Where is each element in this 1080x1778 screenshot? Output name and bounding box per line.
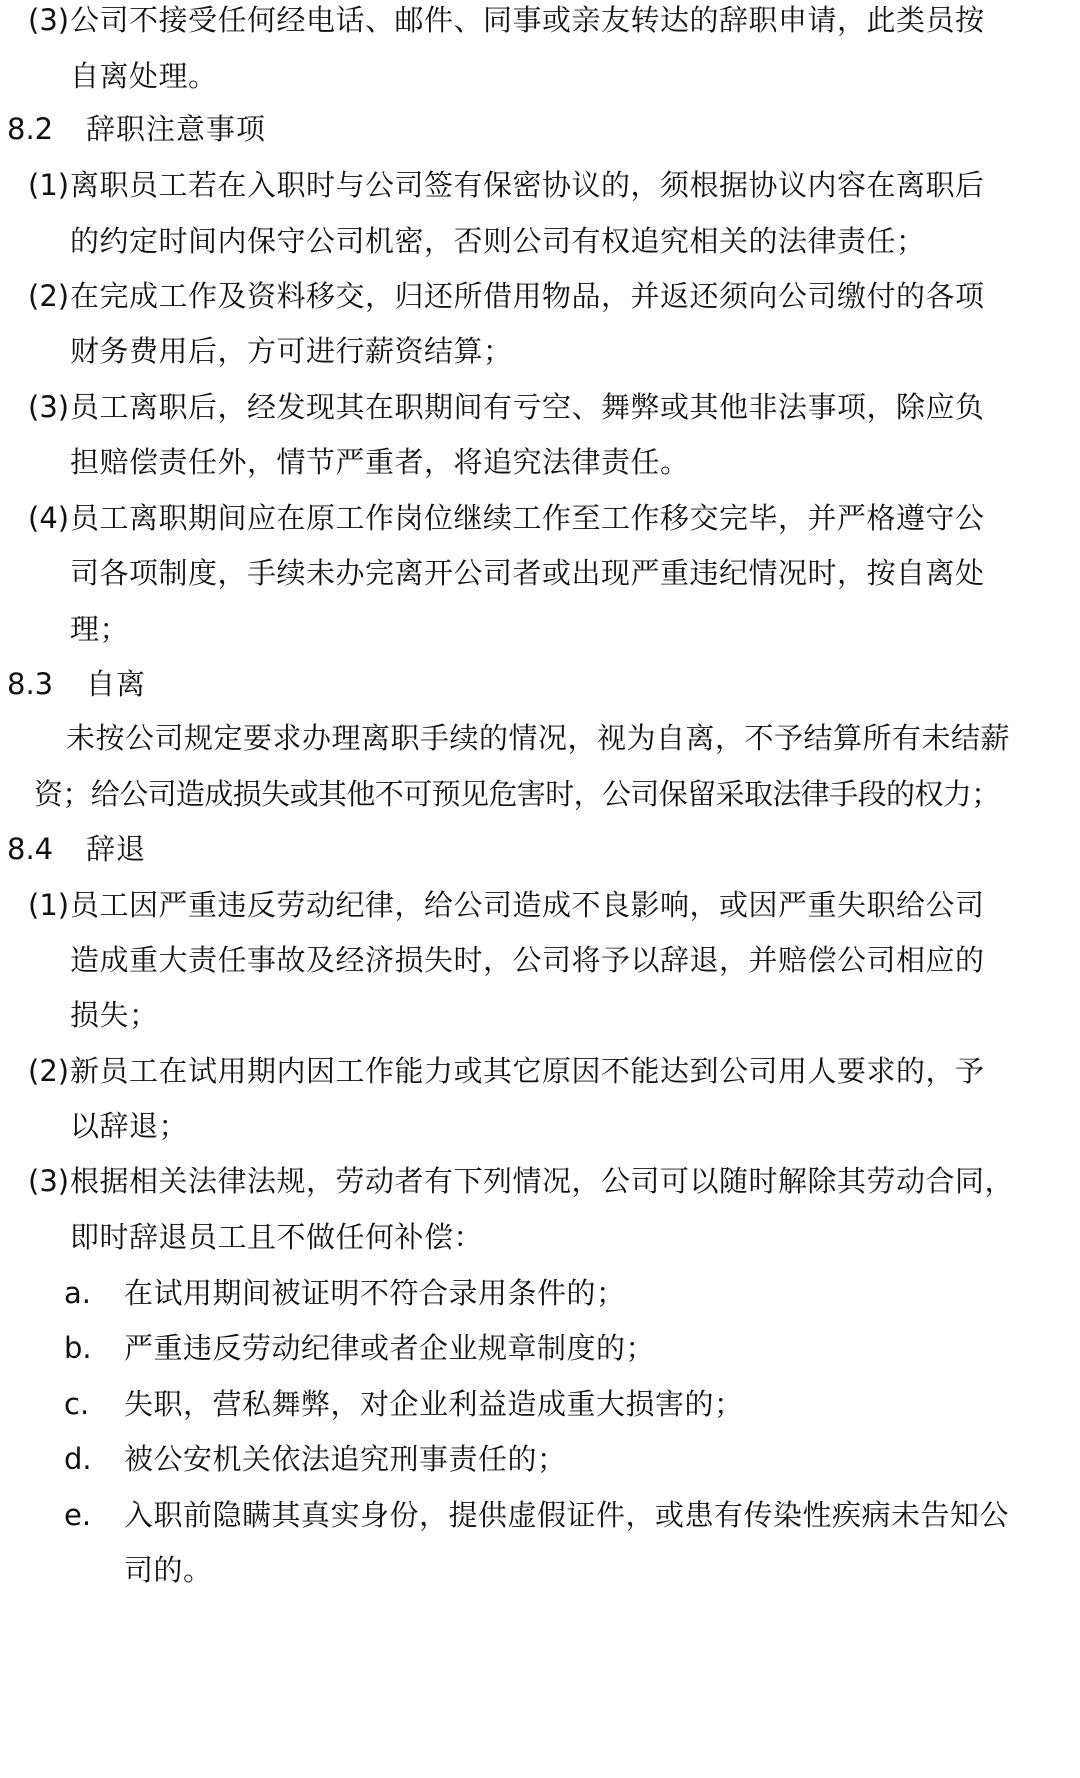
paragraph-line: 担赔偿责任外，情节严重者，将追究法律责任。: [70, 445, 690, 479]
paragraph-line: 造成重大责任事故及经济损失时，公司将予以辞退，并赔偿公司相应的: [70, 943, 985, 977]
item-label: (2): [28, 1054, 70, 1088]
paragraph-line: 根据相关法律法规，劳动者有下列情况，公司可以随时解除其劳动合同，: [70, 1164, 1015, 1198]
item-label: (2): [28, 279, 70, 313]
paragraph-line: 自离处理。: [70, 59, 218, 93]
item-label: (1): [28, 888, 70, 922]
item-label: (3): [28, 1164, 70, 1198]
paragraph-line: 员工离职期间应在原工作岗位继续工作至工作移交完毕，并严格遵守公: [70, 501, 985, 535]
section-number: 8.4: [7, 832, 54, 866]
subitem-text: 入职前隐瞒其真实身份，提供虚假证件，或患有传染性疾病未告知公: [124, 1498, 1010, 1532]
section-title: 辞退: [86, 832, 147, 866]
section-number: 8.2: [7, 112, 54, 146]
subitem-text: 失职，营私舞弊，对企业利益造成重大损害的；: [124, 1387, 744, 1421]
subitem-label: a.: [64, 1276, 91, 1310]
item-label: (4): [28, 501, 70, 535]
paragraph-line: 理；: [70, 612, 130, 646]
paragraph-line: 员工因严重违反劳动纪律，给公司造成不良影响，或因严重失职给公司: [70, 888, 985, 922]
paragraph-line: 即时辞退员工且不做任何补偿：: [70, 1220, 484, 1254]
subitem-label: c.: [64, 1387, 90, 1421]
subitem-text: 在试用期间被证明不符合录用条件的；: [124, 1276, 626, 1310]
item-label: (3): [28, 3, 70, 37]
section-title: 自离: [86, 667, 147, 701]
subitem-label: b.: [64, 1331, 92, 1365]
item-label: (1): [28, 168, 70, 202]
paragraph-line: 损失；: [70, 998, 159, 1032]
paragraph-line: 离职员工若在入职时与公司签有保密协议的，须根据协议内容在离职后: [70, 168, 985, 202]
paragraph-line: 以辞退；: [70, 1109, 189, 1143]
paragraph-line: 司各项制度，手续未办完离开公司者或出现严重违纪情况时，按自离处: [70, 556, 985, 590]
section-number: 8.3: [7, 667, 54, 701]
paragraph-line: 新员工在试用期内因工作能力或其它原因不能达到公司用人要求的，予: [70, 1054, 985, 1088]
paragraph-line: 财务费用后，方可进行薪资结算；: [70, 334, 513, 368]
subitem-text: 司的。: [124, 1553, 213, 1587]
section-title: 辞职注意事项: [86, 112, 267, 146]
subitem-label: e.: [64, 1498, 92, 1532]
item-label: (3): [28, 390, 70, 424]
paragraph-line: 公司不接受任何经电话、邮件、同事或亲友转达的辞职申请，此类员按: [70, 3, 985, 37]
subitem-text: 严重违反劳动纪律或者企业规章制度的；: [124, 1331, 656, 1365]
subitem-text: 被公安机关依法追究刑事责任的；: [124, 1442, 567, 1476]
paragraph-line: 资；给公司造成损失或其他不可预见危害时，公司保留采取法律手段的权力；: [34, 777, 1000, 811]
paragraph-line: 未按公司规定要求办理离职手续的情况，视为自离，不予结算所有未结薪: [66, 721, 1011, 755]
paragraph-line: 的约定时间内保守公司机密，否则公司有权追究相关的法律责任；: [70, 224, 926, 258]
paragraph-line: 在完成工作及资料移交，归还所借用物品，并返还须向公司缴付的各项: [70, 279, 985, 313]
paragraph-line: 员工离职后，经发现其在职期间有亏空、舞弊或其他非法事项，除应负: [70, 390, 985, 424]
subitem-label: d.: [64, 1442, 92, 1476]
